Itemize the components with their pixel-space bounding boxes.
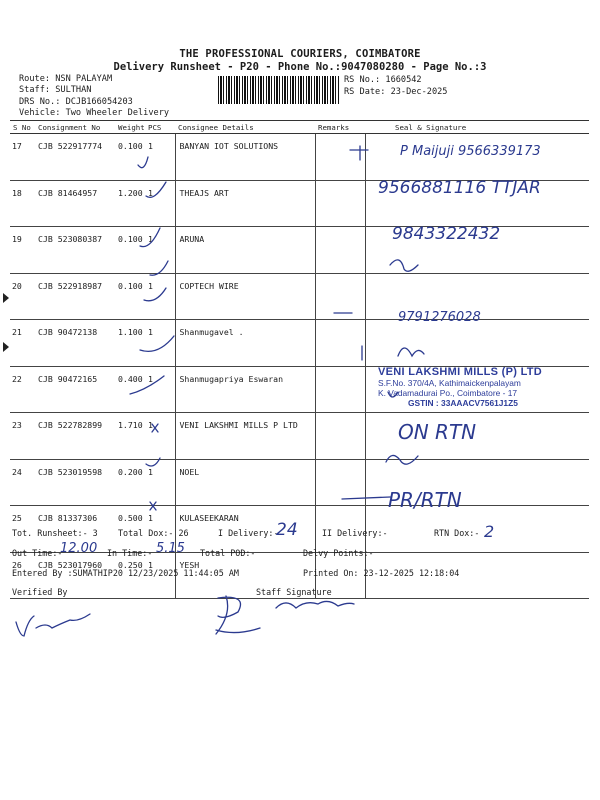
pcs-cell-text: 1	[148, 559, 153, 570]
sno-cell-text: 24	[12, 466, 22, 477]
company-seal-stamp: VENI LAKSHMI MILLS (P) LTD S.F.No. 370/4A, Kathimaickenpalayam K. Vadamadurai Po., Coimbatore - 17 GSTIN : 33AAACV7561J1Z5	[378, 366, 543, 408]
pcs-cell-text: 1	[148, 466, 153, 477]
weight-cell-text: 0.200	[118, 466, 143, 477]
staff-signature-label: Staff Signature	[256, 587, 332, 597]
sno-cell	[10, 366, 35, 413]
table-row	[10, 413, 589, 460]
page-edge-mark	[3, 293, 9, 303]
consignment-cell-text: CJB 523080387	[38, 234, 103, 244]
in-time-label: In Time:-	[107, 548, 153, 558]
consignment-cell	[35, 459, 115, 506]
col-header-weight: Weight	[115, 121, 145, 134]
consignee-cell-text: THEAJS ART	[179, 187, 229, 198]
table-row	[10, 459, 589, 506]
col-header-seal: Seal & Signature	[365, 121, 589, 134]
consignment-cell	[35, 273, 115, 320]
consignment-cell	[35, 366, 115, 413]
consignment-cell-text: CJB 522918987	[38, 280, 103, 291]
weight-cell-text: 1.200	[118, 187, 143, 198]
weight-cell	[115, 413, 145, 460]
col-header-pcs: PCS	[145, 121, 175, 134]
weight-cell	[115, 180, 145, 227]
rtn-dox-label: RTN Dox:-	[434, 528, 480, 538]
sno-cell-text: 22	[12, 373, 22, 384]
out-time-handwritten: 12.00	[60, 541, 98, 556]
consignee-cell-text: ARUNA	[179, 234, 205, 244]
pcs-cell-text: 1	[148, 373, 153, 384]
remarks-cell	[315, 227, 365, 274]
col-header-consignment: Consignment No	[35, 121, 115, 134]
consignee-cell	[175, 320, 315, 367]
staff-signature-scribble	[216, 596, 354, 634]
sno-cell	[10, 320, 35, 367]
pcs-cell	[145, 366, 175, 413]
pcs-cell	[145, 180, 175, 227]
staff-label: Staff: SULTHAN	[19, 85, 92, 95]
ii-delivery-label: II Delivery:-	[322, 528, 388, 538]
route-label: Route: NSN PALAYAM	[19, 74, 113, 84]
i-delivery-label: I Delivery:-	[218, 528, 279, 538]
i-delivery-handwritten: 24	[276, 520, 298, 540]
consignment-cell	[35, 134, 115, 181]
handwritten-status-row-24: ON RTN	[398, 420, 477, 444]
pcs-cell-text: 1	[148, 280, 153, 291]
remarks-cell	[315, 273, 365, 320]
weight-cell-text: 0.100	[118, 234, 143, 244]
col-header-remarks: Remarks	[315, 121, 365, 134]
handwritten-phone-row-18: 9566881116 TTJAR	[378, 178, 541, 198]
sno-cell-text: 19	[12, 234, 22, 244]
verified-by-signature	[16, 614, 90, 636]
barcode	[218, 76, 340, 104]
sno-cell-text: 26	[12, 559, 22, 570]
sno-cell-text: 20	[12, 280, 22, 291]
consignee-cell-text: KULASEEKARAN	[179, 513, 239, 523]
consignee-cell	[175, 134, 315, 181]
consignment-cell-text: CJB 522782899	[38, 420, 103, 430]
weight-cell-text: 0.500	[118, 513, 143, 523]
pcs-cell	[145, 459, 175, 506]
runsheet-header-subtitle: Delivery Runsheet - P20 - Phone No.:9047080280 - Page No.:3	[113, 61, 487, 73]
consignee-cell-text: BANYAN IOT SOLUTIONS	[179, 141, 279, 151]
consignee-cell-text: Shanmugavel .	[179, 327, 244, 337]
col-header-sno: S No	[10, 121, 35, 134]
drs-number: DRS No.: DCJB166054203	[19, 97, 133, 107]
consignee-cell-text: NOEL	[179, 466, 200, 477]
weight-cell-text: 0.400	[118, 373, 143, 384]
sno-cell-text: 17	[12, 141, 22, 151]
weight-cell	[115, 134, 145, 181]
table-row	[10, 320, 589, 367]
sno-cell-text: 23	[12, 420, 22, 430]
consignee-cell	[175, 227, 315, 274]
seal-cell	[365, 320, 589, 367]
weight-cell-text: 0.250	[118, 559, 143, 570]
in-time-handwritten: 5.15	[156, 541, 185, 556]
weight-cell-text: 1.100	[118, 327, 143, 337]
handwritten-sign-row-17: P Maijuji 9566339173	[400, 144, 541, 159]
total-runsheet: Tot. Runsheet:- 3	[12, 528, 98, 538]
weight-cell-text: 0.100	[118, 141, 143, 151]
vehicle-label: Vehicle: Two Wheeler Delivery	[19, 108, 170, 118]
sno-cell	[10, 227, 35, 274]
verified-by-label: Verified By	[12, 587, 68, 597]
handwritten-phone-row-21: 9791276028	[398, 310, 481, 325]
weight-cell	[115, 366, 145, 413]
sno-cell-text: 25	[12, 513, 22, 523]
col-header-consignee: Consignee Details	[175, 121, 315, 134]
printed-on: Printed On: 23-12-2025 12:18:04	[303, 568, 460, 578]
table-header-row	[10, 121, 589, 134]
rs-number: RS No.: 1660542	[344, 75, 422, 85]
entered-by: Entered By :SUMATHIP20 12/23/2025 11:44:05 AM	[12, 568, 239, 578]
pcs-cell	[145, 134, 175, 181]
sno-cell	[10, 459, 35, 506]
pcs-cell-text: 1	[148, 420, 153, 430]
sno-cell-text: 21	[12, 327, 22, 337]
consignment-cell-text: CJB 90472165	[38, 373, 98, 384]
pcs-cell-text: 1	[148, 187, 153, 198]
sno-cell	[10, 180, 35, 227]
consignee-cell	[175, 366, 315, 413]
table-row	[10, 273, 589, 320]
sno-cell	[10, 134, 35, 181]
sno-cell-text: 18	[12, 187, 22, 198]
weight-cell-text: 0.100	[118, 280, 143, 291]
consignment-cell	[35, 413, 115, 460]
pcs-cell-text: 1	[148, 141, 153, 151]
consignee-cell	[175, 180, 315, 227]
delivery-points-label: Delvy Points:-	[303, 548, 374, 558]
remarks-cell	[315, 180, 365, 227]
handwritten-status-row-26: PR/RTN	[388, 488, 462, 512]
table-row	[10, 227, 589, 274]
consignee-cell-text: Shanmugapriya Eswaran	[179, 373, 284, 384]
consignee-cell	[175, 413, 315, 460]
weight-cell	[115, 320, 145, 367]
consignment-cell	[35, 227, 115, 274]
total-pod-label: Total POD:-	[200, 548, 256, 558]
consignee-cell	[175, 273, 315, 320]
handwritten-phone-row-19: 9843322432	[392, 224, 501, 244]
remarks-cell	[315, 320, 365, 367]
pcs-cell	[145, 227, 175, 274]
consignment-cell-text: CJB 522917774	[38, 141, 103, 151]
consignee-cell	[175, 459, 315, 506]
consignment-cell-text: CJB 90472138	[38, 327, 98, 337]
consignment-cell	[35, 180, 115, 227]
consignment-cell-text: CJB 81337306	[38, 513, 98, 523]
weight-cell	[115, 459, 145, 506]
pcs-cell	[145, 413, 175, 460]
weight-cell-text: 1.710	[118, 420, 143, 430]
consignee-cell-text: VENI LAKSHMI MILLS P LTD	[179, 420, 298, 430]
out-time-label: Out Time:-	[12, 548, 63, 558]
pcs-cell-text: 1	[148, 327, 153, 337]
pcs-cell-text: 1	[148, 513, 153, 523]
rtn-dox-handwritten: 2	[484, 522, 495, 541]
page-edge-mark	[3, 342, 9, 352]
pcs-cell-text: 1	[148, 234, 153, 244]
remarks-cell	[315, 413, 365, 460]
runsheet-header-title: THE PROFESSIONAL COURIERS, COIMBATORE	[179, 48, 421, 60]
rs-date: RS Date: 23-Dec-2025	[344, 87, 448, 97]
sno-cell	[10, 273, 35, 320]
pcs-cell	[145, 320, 175, 367]
consignment-cell-text: CJB 81464957	[38, 187, 98, 198]
remarks-cell	[315, 459, 365, 506]
weight-cell	[115, 273, 145, 320]
consignment-cell	[35, 320, 115, 367]
remarks-cell	[315, 366, 365, 413]
consignee-cell-text: YESH	[179, 559, 200, 570]
remarks-cell	[315, 134, 365, 181]
consignment-cell-text: CJB 523019598	[38, 466, 103, 477]
consignment-cell-text: CJB 523017960	[38, 559, 103, 570]
weight-cell	[115, 227, 145, 274]
total-dox: Total Dox:- 26	[118, 528, 189, 538]
pcs-cell	[145, 273, 175, 320]
sno-cell	[10, 413, 35, 460]
consignee-cell-text: COPTECH WIRE	[179, 280, 239, 291]
